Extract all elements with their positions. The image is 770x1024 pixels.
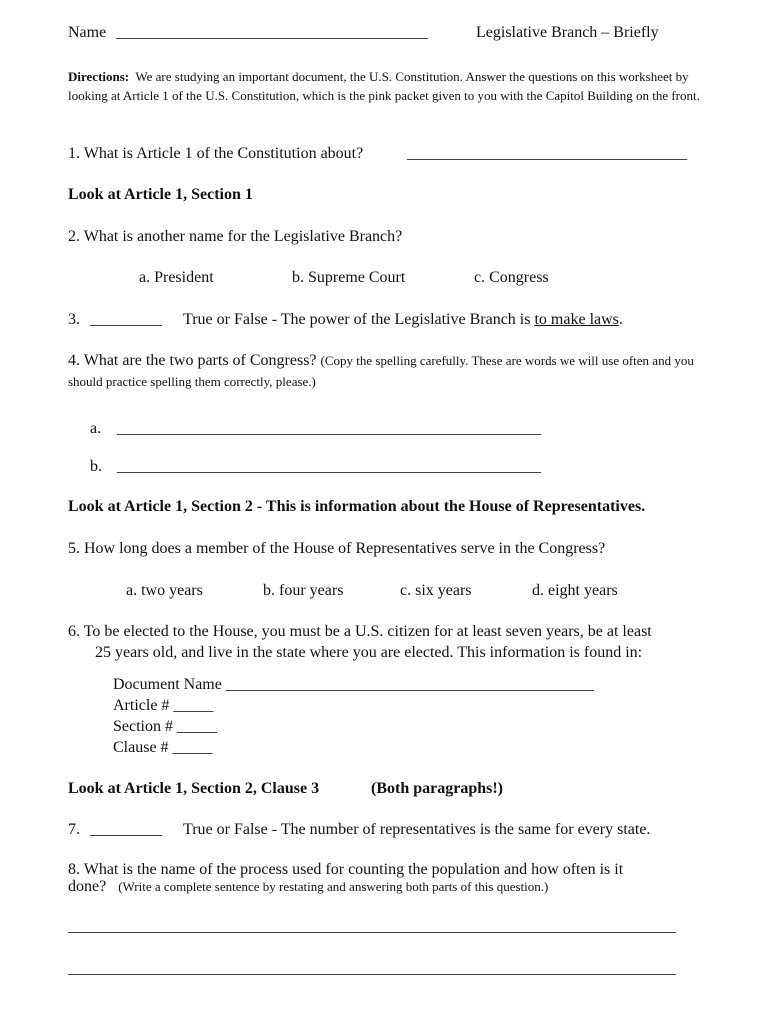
question-3-number: 3. — [68, 311, 80, 328]
question-2-option-a[interactable]: a. President — [139, 269, 214, 286]
question-3-text-after: . — [618, 311, 623, 328]
question-6-clause[interactable]: Clause # _____ — [113, 739, 213, 756]
question-2-option-c[interactable]: c. Congress — [474, 269, 549, 286]
answer-line-2[interactable]: ____________________________________________________________________________ — [68, 960, 676, 977]
question-4-a-label: a. — [90, 420, 102, 437]
question-5-option-b[interactable]: b. four years — [263, 582, 344, 599]
question-2: 2. What is another name for the Legislative Branch? — [68, 228, 403, 245]
question-3-text — [183, 311, 623, 329]
section-3-note: (Both paragraphs!) — [371, 780, 504, 797]
section-2-heading: Look at Article 1, Section 2 - This is information about the House of Representatives. — [68, 498, 646, 515]
question-4 — [68, 350, 718, 392]
directions — [68, 67, 718, 105]
question-4-note: (Copy the spelling carefully. These are words we will use often and you should practice spelling them correctly, please.) — [68, 353, 694, 389]
question-7-number: 7. — [68, 821, 80, 838]
question-6-section[interactable]: Section # _____ — [113, 718, 217, 735]
section-1-heading: Look at Article 1, Section 1 — [68, 186, 253, 203]
question-4-b-blank[interactable]: _____________________________________________________ — [117, 458, 541, 475]
name-blank[interactable]: _______________________________________ — [116, 24, 428, 41]
question-1-blank[interactable]: ___________________________________ — [407, 145, 687, 162]
question-7-blank[interactable]: _________ — [90, 821, 162, 838]
question-5-option-d[interactable]: d. eight years — [532, 582, 618, 599]
worksheet-title: Legislative Branch – Briefly — [476, 24, 659, 41]
question-8-line-2 — [68, 878, 548, 896]
question-4-b-label: b. — [90, 458, 102, 475]
question-5-option-a[interactable]: a. two years — [126, 582, 203, 599]
answer-line-1[interactable]: ____________________________________________________________________________ — [68, 918, 676, 935]
directions-text: We are studying an important document, the U.S. Constitution. Answer the questions on this worksheet by looking at Article 1 of the U.S. Constitution, which is the pink packet given to you with the Capitol Building on the front. — [68, 69, 700, 103]
question-3-blank[interactable]: _________ — [90, 311, 162, 328]
question-4-text: 4. What are the two parts of Congress? — [68, 352, 317, 369]
question-5-option-c[interactable]: c. six years — [400, 582, 472, 599]
directions-label: Directions: — [68, 69, 130, 84]
section-3-heading: Look at Article 1, Section 2, Clause 3 — [68, 780, 320, 797]
question-3-text-before: True or False - The power of the Legislative Branch is — [183, 311, 531, 328]
name-label: Name — [68, 24, 107, 41]
question-8-done: done? — [68, 878, 107, 895]
question-1: 1. What is Article 1 of the Constitution about? — [68, 145, 364, 162]
question-6-article[interactable]: Article # _____ — [113, 697, 214, 714]
question-6-line-2: 25 years old, and live in the state where you are elected. This information is found in: — [95, 644, 643, 661]
question-2-option-b[interactable]: b. Supreme Court — [292, 269, 406, 286]
question-7-text: True or False - The number of representatives is the same for every state. — [183, 821, 651, 838]
question-8-line-1: 8. What is the name of the process used for counting the population and how often is it — [68, 861, 624, 878]
question-3-underlined: to make laws — [534, 311, 619, 328]
question-8-note: (Write a complete sentence by restating and answering both parts of this question.) — [118, 879, 549, 894]
question-5: 5. How long does a member of the House of Representatives serve in the Congress? — [68, 540, 606, 557]
question-6-document-name[interactable]: Document Name ______________________________________________ — [113, 676, 594, 693]
question-6-line-1: 6. To be elected to the House, you must be a U.S. citizen for at least seven years, be at least — [68, 623, 652, 640]
question-4-a-blank[interactable]: _____________________________________________________ — [117, 420, 541, 437]
